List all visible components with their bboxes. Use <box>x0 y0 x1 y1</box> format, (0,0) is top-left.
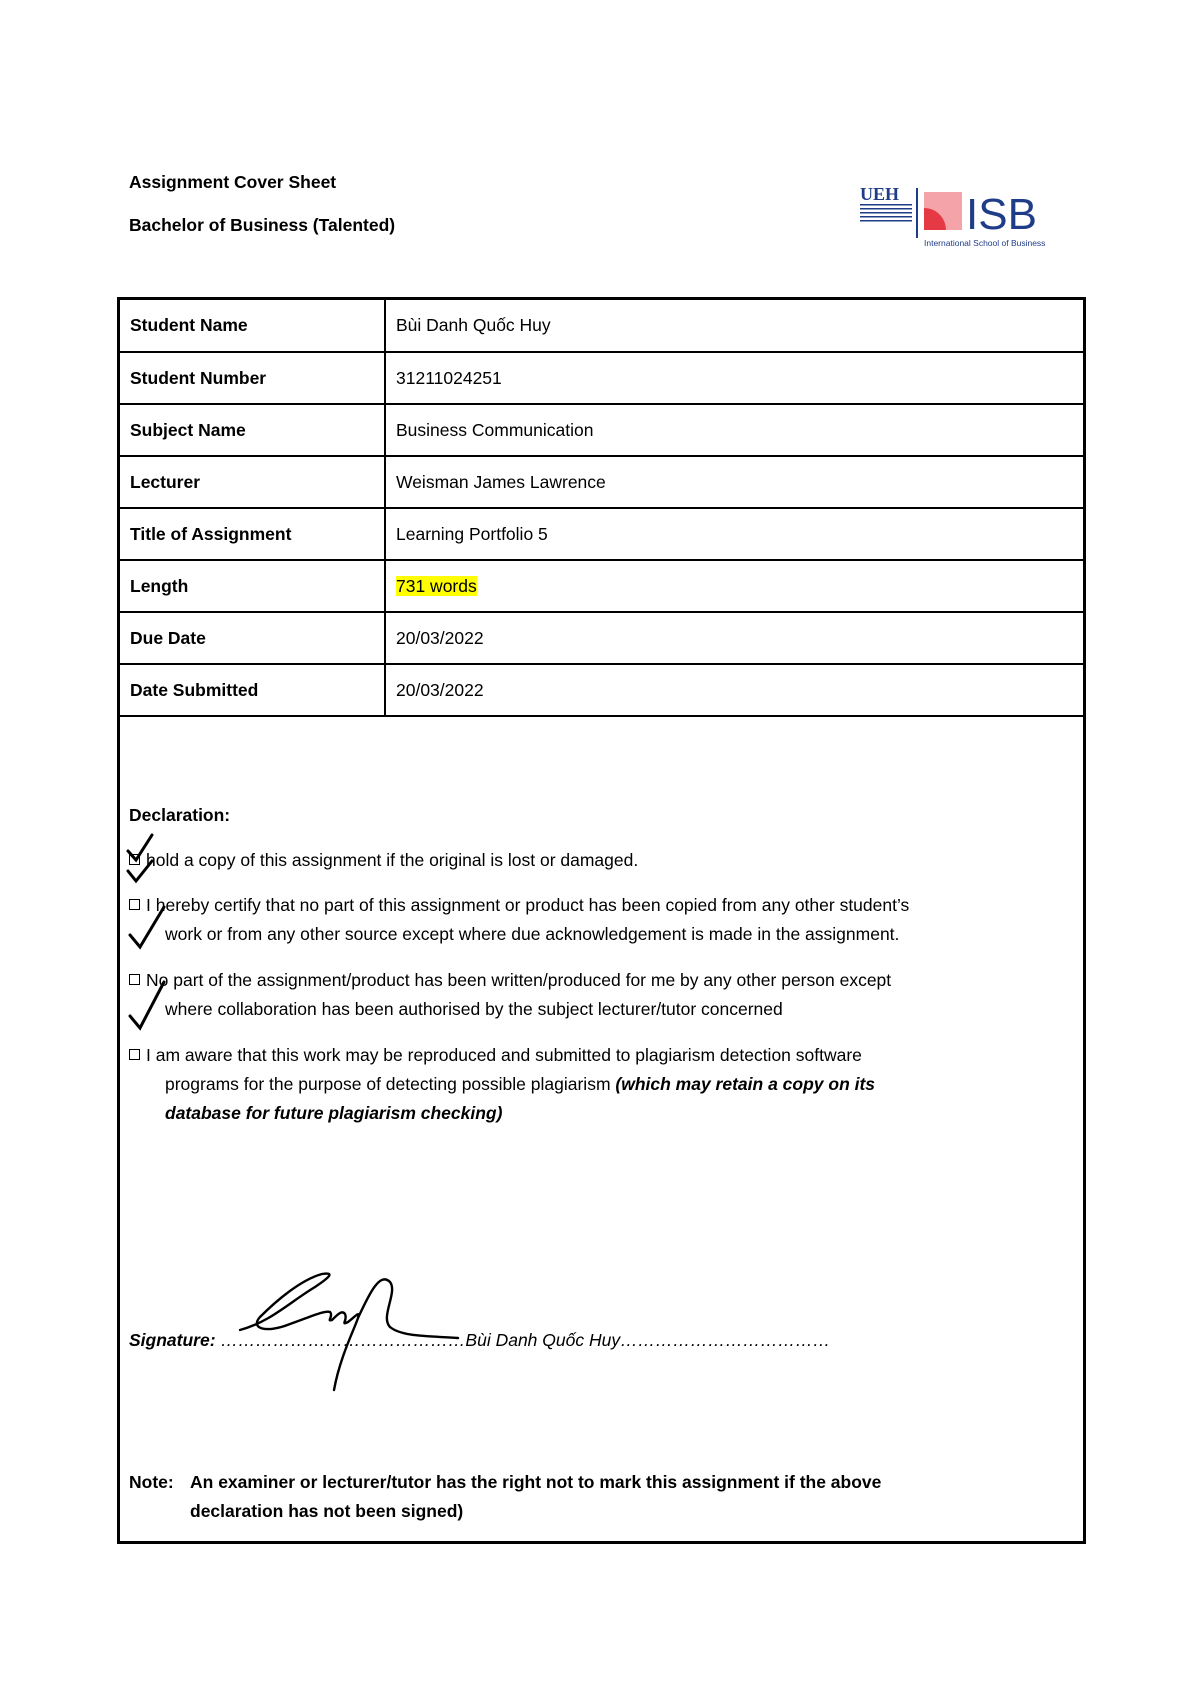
info-value <box>385 300 1083 352</box>
document-subtitle: Bachelor of Business (Talented) <box>129 215 396 235</box>
info-row <box>120 352 1083 404</box>
info-label: Subject Name <box>120 404 385 456</box>
check-mark-icon <box>128 905 168 951</box>
info-label: Due Date <box>120 612 385 664</box>
info-row <box>120 456 1083 508</box>
declaration-title: Declaration: <box>129 805 231 825</box>
info-label: Student Name <box>120 300 385 352</box>
info-value <box>385 612 1083 664</box>
info-value-text: 31211024251 <box>396 367 502 388</box>
info-label: Length <box>120 560 385 612</box>
info-row <box>120 612 1083 664</box>
info-value-text: 20/03/2022 <box>396 679 484 700</box>
logo-isb-subtext: International School of Business <box>924 238 1046 248</box>
signature-line: Signature: ……………………………………Bùi Danh Quốc Huy……………………………… <box>129 1330 831 1350</box>
student-info-table <box>120 300 1083 717</box>
info-value-text: 731 words <box>396 575 477 596</box>
info-label: Student Number <box>120 352 385 404</box>
declaration-item-1: hold a copy of this assignment if the original is lost or damaged. <box>129 846 1059 875</box>
info-value-text: Learning Portfolio 5 <box>396 523 548 544</box>
declaration-item-4: I am aware that this work may be reproduced and submitted to plagiarism detection software programs for the purpose of detecting possible plagiarism (which may retain a copy on its database for future plagiarism checking) <box>129 1041 1059 1128</box>
handwritten-signature <box>230 1262 460 1392</box>
info-row <box>120 560 1083 612</box>
info-value <box>385 352 1083 404</box>
declaration-item-3: No part of the assignment/product has been written/produced for me by any other person except where collaboration has been authorised by the subject lecturer/tutor concerned <box>129 966 1059 1024</box>
info-row <box>120 300 1083 352</box>
info-value <box>385 508 1083 560</box>
note: Note: An examiner or lecturer/tutor has the right not to mark this assignment if the above declaration has not been signed) <box>129 1468 881 1526</box>
check-mark-icon <box>128 980 168 1032</box>
check-mark-icon <box>126 833 162 885</box>
info-value-text: Weisman James Lawrence <box>396 471 606 492</box>
info-value <box>385 560 1083 612</box>
ueh-isb-logo <box>858 182 1068 254</box>
logo-isb-text: ISB <box>966 190 1037 239</box>
info-row <box>120 664 1083 716</box>
declaration-item-2: I hereby certify that no part of this assignment or product has been copied from any other student’s work or from any other source except where due acknowledgement is made in the assignment. <box>129 891 1059 949</box>
logo-ueh-text: UEH <box>860 184 900 204</box>
info-label: Lecturer <box>120 456 385 508</box>
note-label: Note: <box>129 1472 174 1492</box>
info-value <box>385 664 1083 716</box>
info-value-text: 20/03/2022 <box>396 627 484 648</box>
info-row <box>120 404 1083 456</box>
signer-name: Bùi Danh Quốc Huy <box>465 1330 621 1350</box>
info-row <box>120 508 1083 560</box>
info-value-text: Business Communication <box>396 419 594 440</box>
checkbox-icon[interactable] <box>129 1049 140 1060</box>
info-label: Title of Assignment <box>120 508 385 560</box>
info-value-text: Bùi Danh Quốc Huy <box>396 315 551 335</box>
signature-label: Signature: <box>129 1330 216 1350</box>
document-title: Assignment Cover Sheet <box>129 172 337 192</box>
info-value <box>385 404 1083 456</box>
info-label: Date Submitted <box>120 664 385 716</box>
info-value <box>385 456 1083 508</box>
